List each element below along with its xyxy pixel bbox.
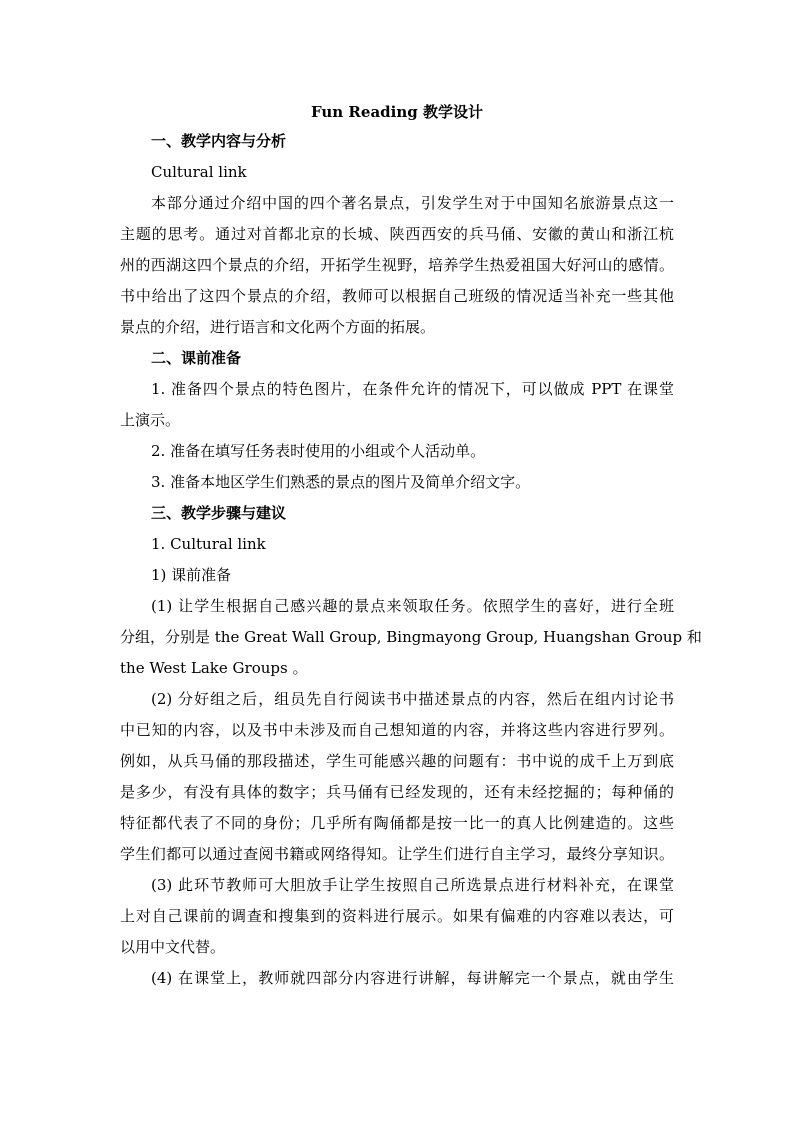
paragraph-line: 书中给出了这四个景点的介绍，教师可以根据自己班级的情况适当补充一些其他 xyxy=(120,287,674,305)
paragraph-line: (1) 让学生根据自己感兴趣的景点来领取任务。依照学生的喜好，进行全班 xyxy=(151,597,674,615)
section-heading: 二、课前准备 xyxy=(151,349,242,367)
paragraph-line: (4) 在课堂上，教师就四部分内容进行讲解，每讲解完一个景点，就由学生 xyxy=(151,969,674,987)
paragraph-line: 上对自己课前的调查和搜集到的资料进行展示。如果有偏难的内容难以表达，可 xyxy=(120,907,674,925)
paragraph-line: (3) 此环节教师可大胆放手让学生按照自己所选景点进行材料补充，在课堂 xyxy=(151,876,674,894)
document-body xyxy=(120,126,702,994)
paragraph-line: (2) 分好组之后，组员先自行阅读书中描述景点的内容，然后在组内讨论书 xyxy=(151,690,674,708)
document-title: Fun Reading 教学设计 xyxy=(311,103,483,121)
paragraph-line: 是多少，有没有具体的数字；兵马俑有已经发现的，还有未经挖掘的；每种俑的 xyxy=(120,783,674,801)
paragraph-line: 本部分通过介绍中国的四个著名景点，引发学生对于中国知名旅游景点这一 xyxy=(151,194,674,212)
paragraph-line: 1. 准备四个景点的特色图片，在条件允许的情况下，可以做成 PPT 在课堂 xyxy=(151,380,674,398)
section-heading: 一、教学内容与分析 xyxy=(151,132,287,150)
paragraph-line: 主题的思考。通过对首都北京的长城、陕西西安的兵马俑、安徽的黄山和浙江杭 xyxy=(120,225,674,243)
paragraph-line: 上演示。 xyxy=(120,411,181,429)
paragraph-line: 特征都代表了不同的身份；几乎所有陶俑都是按一比一的真人比例建造的。这些 xyxy=(120,814,674,832)
paragraph-line: 分组，分别是 the Great Wall Group, Bingmayong Group, Huangshan Group 和 xyxy=(120,628,702,646)
paragraph-line: 景点的介绍，进行语言和文化两个方面的拓展。 xyxy=(120,318,436,336)
document-page xyxy=(120,98,702,994)
paragraph-line: Cultural link xyxy=(151,163,247,181)
paragraph-line: 州的西湖这四个景点的介绍，开拓学生视野，培养学生热爱祖国大好河山的感情。 xyxy=(120,256,674,274)
paragraph-line: 1. Cultural link xyxy=(151,535,266,553)
section-heading: 三、教学步骤与建议 xyxy=(151,504,287,522)
paragraph-line: 例如，从兵马俑的那段描述，学生可能感兴趣的问题有：书中说的成千上万到底 xyxy=(120,752,674,770)
paragraph-line: 中已知的内容，以及书中未涉及而自己想知道的内容，并将这些内容进行罗列。 xyxy=(120,721,674,739)
paragraph-line: the West Lake Groups 。 xyxy=(120,659,308,677)
paragraph-line: 2. 准备在填写任务表时使用的小组或个人活动单。 xyxy=(151,442,486,460)
paragraph-line: 学生们都可以通过查阅书籍或网络得知。让学生们进行自主学习，最终分享知识。 xyxy=(120,845,674,863)
paragraph-line: 3. 准备本地区学生们熟悉的景点的图片及简单介绍文字。 xyxy=(151,473,531,491)
paragraph-line: 以用中文代替。 xyxy=(120,938,226,956)
paragraph-line: 1) 课前准备 xyxy=(151,566,232,584)
